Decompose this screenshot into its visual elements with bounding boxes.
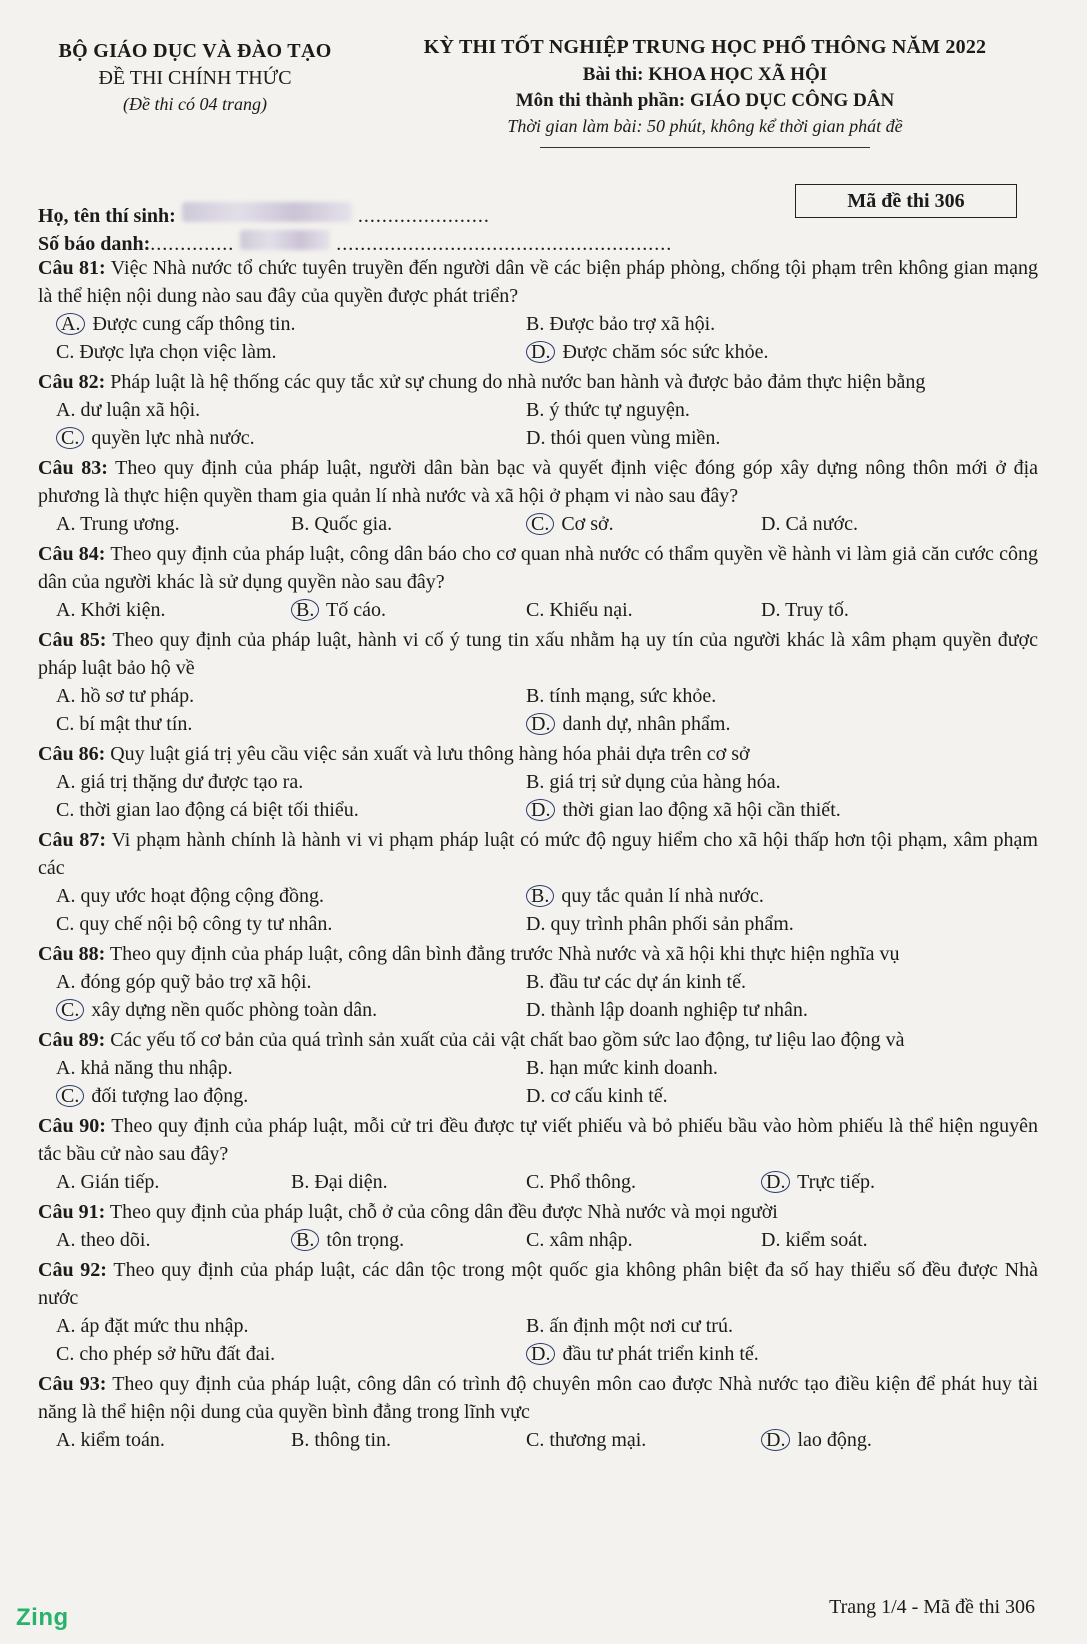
question-stem <box>38 254 1038 310</box>
answer-option <box>56 882 526 910</box>
answer-option <box>291 1168 526 1196</box>
candidate-name-row <box>38 202 672 230</box>
question-stem <box>38 1198 1038 1226</box>
answer-letter: D. <box>526 427 546 449</box>
answer-text: kiểm toán. <box>80 1429 165 1451</box>
answer-text: Khởi kiện. <box>80 599 166 621</box>
answer-option <box>56 310 526 338</box>
question-number: Câu 92: <box>38 1259 107 1281</box>
answer-options <box>38 1168 1038 1196</box>
answer-text: xây dựng nền quốc phòng toàn dân. <box>91 999 378 1021</box>
question <box>38 1112 1038 1196</box>
question <box>38 626 1038 738</box>
page-footer: Trang 1/4 - Mã đề thi 306 <box>829 1596 1035 1618</box>
question-text: Theo quy định của pháp luật, công dân báo cho cơ quan nhà nước có thẩm quyền về hành vi làm giả căn cước công dân của người khác là sử dụng quyền nào sau đây? <box>38 543 1039 593</box>
answer-option <box>56 1054 526 1082</box>
question-list <box>38 254 1038 1456</box>
answer-option <box>56 710 526 738</box>
answer-letter: B. <box>526 1057 545 1079</box>
answer-text: thành lập doanh nghiệp tư nhân. <box>550 999 808 1021</box>
answer-letter-circled: C. <box>56 1085 84 1107</box>
answer-option <box>56 1340 526 1368</box>
header-right <box>395 34 1015 148</box>
answer-text: tính mạng, sức khỏe. <box>549 685 717 707</box>
question-number: Câu 89: <box>38 1029 106 1051</box>
answer-letter: D. <box>761 513 781 535</box>
answer-letter-circled: A. <box>56 313 85 335</box>
answer-letter: D. <box>526 999 546 1021</box>
answer-text: thời gian lao động xã hội cần thiết. <box>562 799 841 821</box>
candidate-id-label: Số báo danh: <box>38 233 151 255</box>
answer-text: quy ước hoạt động cộng đồng. <box>80 885 325 907</box>
answer-letter: B. <box>526 1315 545 1337</box>
question-text: Pháp luật là hệ thống các quy tắc xử sự chung do nhà nước ban hành và được bảo đảm thực hiện bằng <box>110 371 926 393</box>
answer-options <box>38 968 1038 1024</box>
question <box>38 1198 1038 1254</box>
pages-note: (Đề thi có 04 trang) <box>123 94 267 114</box>
question-number: Câu 88: <box>38 943 106 965</box>
answer-option <box>56 396 526 424</box>
answer-letter: C. <box>56 913 75 935</box>
question-stem <box>38 540 1038 596</box>
answer-text: cho phép sở hữu đất đai. <box>79 1343 276 1365</box>
answer-text: giá trị thặng dư được tạo ra. <box>80 771 304 793</box>
component-name: Môn thi thành phần: GIÁO DỤC CÔNG DÂN <box>515 89 895 111</box>
question-number: Câu 87: <box>38 829 107 851</box>
question-number: Câu 82: <box>38 371 106 393</box>
candidate-id-dots-2: ........................................................ <box>336 233 673 255</box>
question-text: Theo quy định của pháp luật, người dân bàn bạc và quyết định việc đóng góp xây dựng nông thôn mới ở địa phương là thực hiện quyền tham gia quản lí nhà nước và xã hội ở phạm vi nào sau đây? <box>38 457 1039 507</box>
question-number: Câu 84: <box>38 543 106 565</box>
answer-text: thông tin. <box>314 1429 392 1451</box>
test-name: Bài thi: KHOA HỌC XÃ HỘI <box>582 63 828 85</box>
answer-letter: A. <box>56 1171 76 1193</box>
answer-option <box>526 682 996 710</box>
redacted-name <box>182 202 352 222</box>
answer-options <box>38 310 1038 366</box>
candidate-info <box>38 202 672 258</box>
ministry-name: BỘ GIÁO DỤC VÀ ĐÀO TẠO <box>58 40 332 62</box>
redacted-id <box>240 230 330 250</box>
question-text: Theo quy định của pháp luật, chỗ ở của công dân đều được Nhà nước và mọi người <box>109 1201 778 1223</box>
answer-text: xâm nhập. <box>549 1229 633 1251</box>
answer-options <box>38 510 1038 538</box>
answer-option <box>56 968 526 996</box>
answer-text: hồ sơ tư pháp. <box>80 685 195 707</box>
answer-option <box>526 1054 996 1082</box>
answer-letter: C. <box>56 1343 75 1365</box>
answer-option <box>526 1340 996 1368</box>
answer-option <box>526 596 761 624</box>
question <box>38 1370 1038 1454</box>
answer-option <box>291 510 526 538</box>
answer-text: khả năng thu nhập. <box>80 1057 233 1079</box>
answer-letter: A. <box>56 1315 76 1337</box>
answer-option <box>56 1426 291 1454</box>
answer-options <box>38 682 1038 738</box>
answer-text: tôn trọng. <box>326 1229 405 1251</box>
answer-options <box>38 768 1038 824</box>
answer-letter: C. <box>56 341 75 363</box>
answer-option <box>56 1168 291 1196</box>
answer-option <box>291 1426 526 1454</box>
question-stem <box>38 368 1038 396</box>
answer-options <box>38 1054 1038 1110</box>
question-text: Quy luật giá trị yêu cầu việc sản xuất và lưu thông hàng hóa phải dựa trên cơ sở <box>110 743 750 765</box>
answer-text: đối tượng lao động. <box>91 1085 249 1107</box>
answer-text: Tố cáo. <box>325 599 386 621</box>
answer-letter: B. <box>526 685 545 707</box>
answer-letter-circled: D. <box>526 1343 555 1365</box>
question <box>38 740 1038 824</box>
answer-letter: A. <box>56 513 76 535</box>
answer-letter-circled: D. <box>526 341 555 363</box>
answer-letter: B. <box>526 399 545 421</box>
question <box>38 940 1038 1024</box>
answer-text: hạn mức kinh doanh. <box>549 1057 718 1079</box>
answer-options <box>38 396 1038 452</box>
answer-option <box>526 1226 761 1254</box>
question-stem <box>38 1370 1038 1426</box>
answer-text: giá trị sử dụng của hàng hóa. <box>549 771 781 793</box>
answer-letter: D. <box>526 913 546 935</box>
question-text: Theo quy định của pháp luật, công dân bình đẳng trước Nhà nước và xã hội khi thực hiện nghĩa vụ <box>109 943 900 965</box>
question <box>38 540 1038 624</box>
answer-letter: A. <box>56 885 76 907</box>
answer-letter-circled: C. <box>56 427 84 449</box>
answer-letter: A. <box>56 771 76 793</box>
answer-option <box>56 910 526 938</box>
question-number: Câu 91: <box>38 1201 106 1223</box>
answer-option <box>56 996 526 1024</box>
question-stem <box>38 626 1038 682</box>
answer-text: quy tắc quản lí nhà nước. <box>561 885 764 907</box>
header-left <box>30 38 360 116</box>
answer-text: quyền lực nhà nước. <box>91 427 255 449</box>
answer-letter: A. <box>56 685 76 707</box>
answer-option <box>761 1426 996 1454</box>
answer-options <box>38 1226 1038 1254</box>
answer-letter: B. <box>526 313 545 335</box>
answer-text: quy trình phân phối sản phẩm. <box>550 913 794 935</box>
candidate-id-dots: .............. <box>150 233 235 255</box>
answer-text: đầu tư phát triển kinh tế. <box>562 1343 759 1365</box>
answer-text: đóng góp quỹ bảo trợ xã hội. <box>80 971 312 993</box>
answer-text: Gián tiếp. <box>80 1171 160 1193</box>
answer-option <box>526 1168 761 1196</box>
answer-option <box>526 710 996 738</box>
question <box>38 368 1038 452</box>
question <box>38 826 1038 938</box>
answer-option <box>761 510 996 538</box>
answer-text: Được bảo trợ xã hội. <box>549 313 716 335</box>
answer-options <box>38 882 1038 938</box>
question-stem <box>38 740 1038 768</box>
answer-letter: A. <box>56 1229 76 1251</box>
answer-option <box>56 596 291 624</box>
answer-letter: C. <box>526 1429 545 1451</box>
answer-letter: D. <box>761 1229 781 1251</box>
answer-letter: A. <box>56 1057 76 1079</box>
answer-letter: B. <box>291 1171 310 1193</box>
answer-option <box>526 882 996 910</box>
answer-letter: C. <box>56 713 75 735</box>
answer-letter-circled: C. <box>56 999 84 1021</box>
answer-option <box>526 510 761 538</box>
answer-text: thời gian lao động cá biệt tối thiểu. <box>79 799 359 821</box>
question-number: Câu 81: <box>38 257 106 279</box>
answer-text: Quốc gia. <box>314 513 393 535</box>
question-number: Câu 90: <box>38 1115 106 1137</box>
time-note: Thời gian làm bài: 50 phút, không kể thời gian phát đề <box>507 116 903 137</box>
answer-text: Truy tố. <box>785 599 849 621</box>
answer-text: thói quen vùng miền. <box>550 427 721 449</box>
answer-text: Được chăm sóc sức khỏe. <box>562 341 769 363</box>
answer-letter: A. <box>56 1429 76 1451</box>
answer-text: Cơ sở. <box>561 513 614 535</box>
answer-letter-circled: D. <box>526 713 555 735</box>
answer-letter-circled: B. <box>291 1229 319 1251</box>
question-text: Theo quy định của pháp luật, công dân có trình độ chuyên môn cao được Nhà nước tạo điều kiện để phát huy tài năng là thể hiện nội dung của quyền bình đẳng trong lĩnh vực <box>38 1373 1039 1423</box>
answer-option <box>526 310 996 338</box>
question-stem <box>38 940 1038 968</box>
answer-option <box>56 768 526 796</box>
answer-text: theo dõi. <box>80 1229 151 1251</box>
question-text: Vi phạm hành chính là hành vi vi phạm pháp luật có mức độ nguy hiểm cho xã hội thấp hơn tội phạm, xâm phạm các <box>38 829 1038 879</box>
answer-text: Được lựa chọn việc làm. <box>79 341 277 363</box>
answer-option <box>526 996 996 1024</box>
answer-text: ấn định một nơi cư trú. <box>549 1315 733 1337</box>
answer-letter: B. <box>291 1429 310 1451</box>
answer-options <box>38 1426 1038 1454</box>
answer-text: Được cung cấp thông tin. <box>92 313 296 335</box>
answer-letter-circled: C. <box>526 513 554 535</box>
brand-logo: Zing <box>16 1604 69 1631</box>
question <box>38 454 1038 538</box>
answer-option <box>761 1168 996 1196</box>
answer-option <box>526 424 996 452</box>
answer-text: dư luận xã hội. <box>80 399 201 421</box>
answer-letter-circled: D. <box>526 799 555 821</box>
candidate-name-dots: ...................... <box>357 205 490 227</box>
answer-option <box>526 768 996 796</box>
question-number: Câu 93: <box>38 1373 107 1395</box>
question <box>38 1256 1038 1368</box>
question-number: Câu 86: <box>38 743 106 765</box>
answer-letter-circled: B. <box>526 885 554 907</box>
answer-text: lao động. <box>797 1429 872 1451</box>
question-stem <box>38 454 1038 510</box>
answer-text: Trung ương. <box>80 513 180 535</box>
answer-letter: C. <box>526 599 545 621</box>
question-stem <box>38 1026 1038 1054</box>
candidate-name-label: Họ, tên thí sinh: <box>38 205 176 227</box>
answer-letter: B. <box>526 971 545 993</box>
answer-option <box>761 1226 996 1254</box>
question-text: Theo quy định của pháp luật, hành vi cố ý tung tin xấu nhằm hạ uy tín của người khác là xâm phạm quyền được pháp luật bảo hộ về <box>38 629 1038 679</box>
answer-letter: D. <box>761 599 781 621</box>
answer-letter: A. <box>56 971 76 993</box>
answer-option <box>56 510 291 538</box>
question-stem <box>38 826 1038 882</box>
answer-text: Cả nước. <box>785 513 858 535</box>
answer-option <box>56 1226 291 1254</box>
answer-text: ý thức tự nguyện. <box>549 399 690 421</box>
answer-text: Phổ thông. <box>549 1171 637 1193</box>
exam-code-box: Mã đề thi 306 <box>795 184 1017 218</box>
answer-option <box>526 1312 996 1340</box>
answer-text: quy chế nội bộ công ty tư nhân. <box>79 913 333 935</box>
answer-options <box>38 596 1038 624</box>
answer-text: đầu tư các dự án kinh tế. <box>549 971 746 993</box>
answer-letter: A. <box>56 599 76 621</box>
answer-option <box>526 338 996 366</box>
answer-option <box>526 1082 996 1110</box>
answer-letter: C. <box>526 1229 545 1251</box>
answer-text: Khiếu nại. <box>549 599 633 621</box>
answer-option <box>56 338 526 366</box>
answer-option <box>291 1226 526 1254</box>
answer-option <box>56 1082 526 1110</box>
answer-text: bí mật thư tín. <box>79 713 193 735</box>
answer-options <box>38 1312 1038 1368</box>
answer-text: danh dự, nhân phẩm. <box>562 713 731 735</box>
answer-text: cơ cấu kinh tế. <box>550 1085 668 1107</box>
question <box>38 254 1038 366</box>
answer-letter: D. <box>526 1085 546 1107</box>
answer-option <box>291 596 526 624</box>
question-text: Theo quy định của pháp luật, các dân tộc trong một quốc gia không phân biệt đa số hay thiểu số đều được Nhà nước <box>38 1259 1039 1309</box>
answer-text: áp đặt mức thu nhập. <box>80 1315 249 1337</box>
question-text: Việc Nhà nước tổ chức tuyên truyền đến người dân về các biện pháp phòng, chống tội phạm trên không gian mạng là thể hiện nội dung nào sau đây của quyền được phát triển? <box>38 257 1038 307</box>
answer-option <box>56 1312 526 1340</box>
answer-letter-circled: D. <box>761 1429 790 1451</box>
answer-letter: A. <box>56 399 76 421</box>
official-label: ĐỀ THI CHÍNH THỨC <box>98 67 292 89</box>
answer-letter: C. <box>526 1171 545 1193</box>
question <box>38 1026 1038 1110</box>
answer-option <box>526 1426 761 1454</box>
exam-title: KỲ THI TỐT NGHIỆP TRUNG HỌC PHỔ THÔNG NĂM 2022 <box>423 36 987 58</box>
question-text: Theo quy định của pháp luật, mỗi cử tri đều được tự viết phiếu và bỏ phiếu bầu vào hòm phiếu là thể hiện nguyên tắc bầu cử nào sau đây? <box>38 1115 1038 1165</box>
answer-option <box>526 910 996 938</box>
question-number: Câu 83: <box>38 457 108 479</box>
answer-text: Trực tiếp. <box>797 1171 875 1193</box>
answer-option <box>526 796 996 824</box>
answer-letter: B. <box>526 771 545 793</box>
answer-text: Đại diện. <box>314 1171 388 1193</box>
answer-option <box>526 968 996 996</box>
answer-option <box>56 682 526 710</box>
answer-text: thương mại. <box>549 1429 647 1451</box>
answer-option <box>526 396 996 424</box>
question-stem <box>38 1256 1038 1312</box>
answer-letter: B. <box>291 513 310 535</box>
question-stem <box>38 1112 1038 1168</box>
answer-option <box>56 796 526 824</box>
answer-letter-circled: D. <box>761 1171 790 1193</box>
answer-option <box>56 424 526 452</box>
question-text: Các yếu tố cơ bản của quá trình sản xuất của cải vật chất bao gồm sức lao động, tư liệu lao động và <box>110 1029 905 1051</box>
answer-letter-circled: B. <box>291 599 319 621</box>
question-number: Câu 85: <box>38 629 107 651</box>
answer-letter: C. <box>56 799 75 821</box>
answer-text: kiểm soát. <box>785 1229 868 1251</box>
header-rule <box>540 147 870 148</box>
answer-option <box>761 596 996 624</box>
